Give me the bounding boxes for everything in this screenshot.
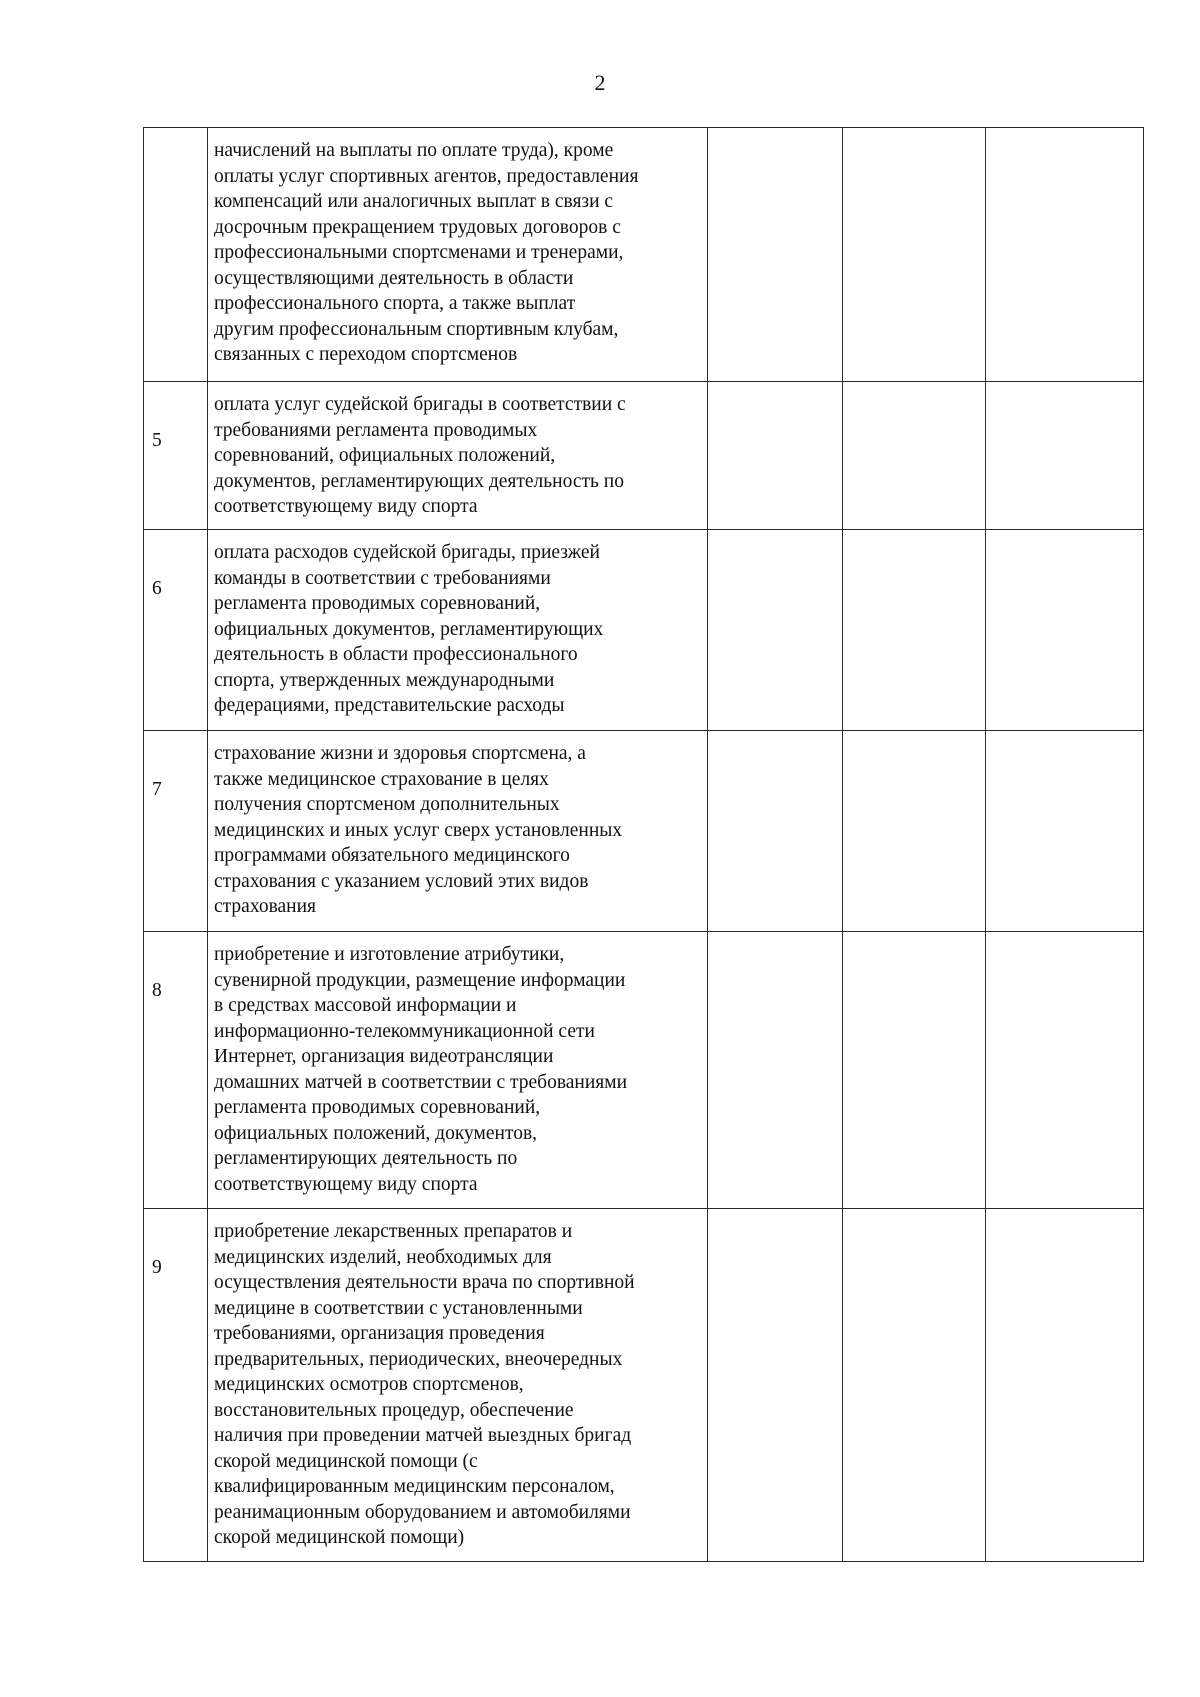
row-number-cell: 7 [144, 731, 208, 932]
table-row [144, 382, 1144, 530]
empty-cell [708, 731, 843, 932]
row-description-cell: приобретение лекарственных препаратов и медицинских изделий, необходимых для осуществления деятельности врача по спортивной медицине в соответствии с установленными требованиями, организация проведения предварительных, периодических, внеочередных медицинских осмотров спортсменов, восстановительных процедур, обеспечение наличия при проведении матчей выездных бригад скорой медицинской помощи (с квалифицированным медицинским персоналом, реанимационным оборудованием и автомобилями скорой медицинской помощи) [208, 1209, 708, 1562]
empty-cell [986, 1209, 1144, 1562]
empty-cell [843, 382, 986, 530]
empty-cell [708, 1209, 843, 1562]
row-number-cell: 5 [144, 382, 208, 530]
row-number-cell: 9 [144, 1209, 208, 1562]
row-description-cell: страхование жизни и здоровья спортсмена, а также медицинское страхование в целях получения спортсменом дополнительных медицинских и иных услуг сверх установленных программами обязательного медицинского страхования с указанием условий этих видов страхования [208, 731, 708, 932]
row-description-cell: оплата расходов судейской бригады, приезжей команды в соответствии с требованиями регламента проводимых соревнований, официальных документов, регламентирующих деятельность в области профессионального спорта, утвержденных международными федерациями, представительские расходы [208, 530, 708, 731]
row-number-cell: 6 [144, 530, 208, 731]
empty-cell [986, 128, 1144, 382]
table-row [144, 932, 1144, 1209]
table-row [144, 1209, 1144, 1562]
empty-cell [986, 731, 1144, 932]
row-description-cell: приобретение и изготовление атрибутики, сувенирной продукции, размещение информации в средствах массовой информации и информационно-телекоммуникационной сети Интернет, организация видеотрансляции домашних матчей в соответствии с требованиями регламента проводимых соревнований, официальных положений, документов, регламентирующих деятельность по соответствующему виду спорта [208, 932, 708, 1209]
empty-cell [843, 530, 986, 731]
row-description-cell: оплата услуг судейской бригады в соответствии с требованиями регламента проводимых соревнований, официальных положений, документов, регламентирующих деятельность по соответствующему виду спорта [208, 382, 708, 530]
empty-cell [843, 731, 986, 932]
row-number-cell: 8 [144, 932, 208, 1209]
empty-cell [708, 530, 843, 731]
empty-cell [843, 128, 986, 382]
empty-cell [986, 530, 1144, 731]
empty-cell [843, 932, 986, 1209]
empty-cell [986, 932, 1144, 1209]
row-number-cell [144, 128, 208, 382]
empty-cell [708, 382, 843, 530]
table-row [144, 731, 1144, 932]
table-row [144, 530, 1144, 731]
empty-cell [708, 128, 843, 382]
page-number: 2 [594, 70, 606, 95]
empty-cell [986, 382, 1144, 530]
empty-cell [843, 1209, 986, 1562]
expenses-table [143, 127, 1144, 1562]
table-row [144, 128, 1144, 382]
row-description-cell: начислений на выплаты по оплате труда), кроме оплаты услуг спортивных агентов, предоставления компенсаций или аналогичных выплат в связи с досрочным прекращением трудовых договоров с профессиональными спортсменами и тренерами, осуществляющими деятельность в области профессионального спорта, а также выплат другим профессиональным спортивным клубам, связанных с переходом спортсменов [208, 128, 708, 382]
empty-cell [708, 932, 843, 1209]
